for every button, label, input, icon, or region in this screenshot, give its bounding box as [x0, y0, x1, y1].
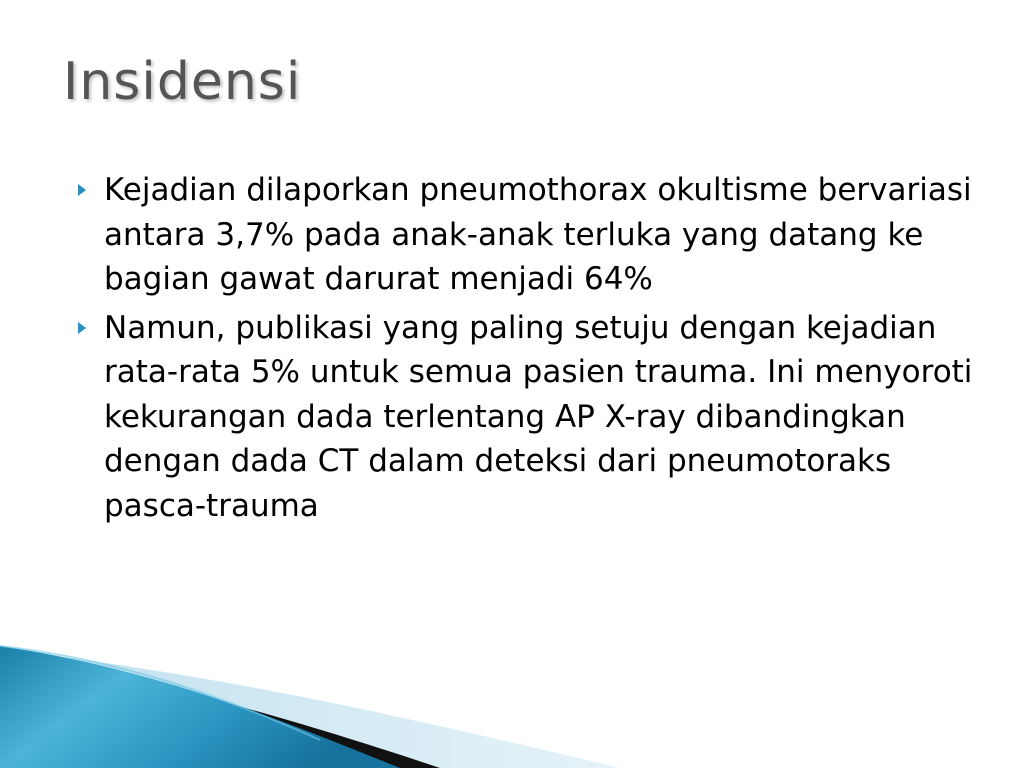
- list-item: [75, 306, 985, 529]
- bullet-text: Kejadian dilaporkan pneumothorax okultisme bervariasi antara 3,7% pada anak-anak terluka yang datang ke bagian gawat darurat menjadi 64%: [104, 172, 972, 297]
- triangle-right-icon: [78, 184, 86, 196]
- bullet-list: [75, 168, 985, 532]
- slide-title: Insidensi: [63, 52, 302, 112]
- triangle-right-icon: [78, 322, 86, 334]
- decorative-wave: [0, 640, 1024, 768]
- bullet-text: Namun, publikasi yang paling setuju dengan kejadian rata-rata 5% untuk semua pasien trauma. Ini menyoroti kekurangan dada terlentang AP X-ray dibandingkan dengan dada CT dalam deteksi dari pneumotoraks pasca-trauma: [104, 309, 973, 524]
- list-item: [75, 168, 985, 302]
